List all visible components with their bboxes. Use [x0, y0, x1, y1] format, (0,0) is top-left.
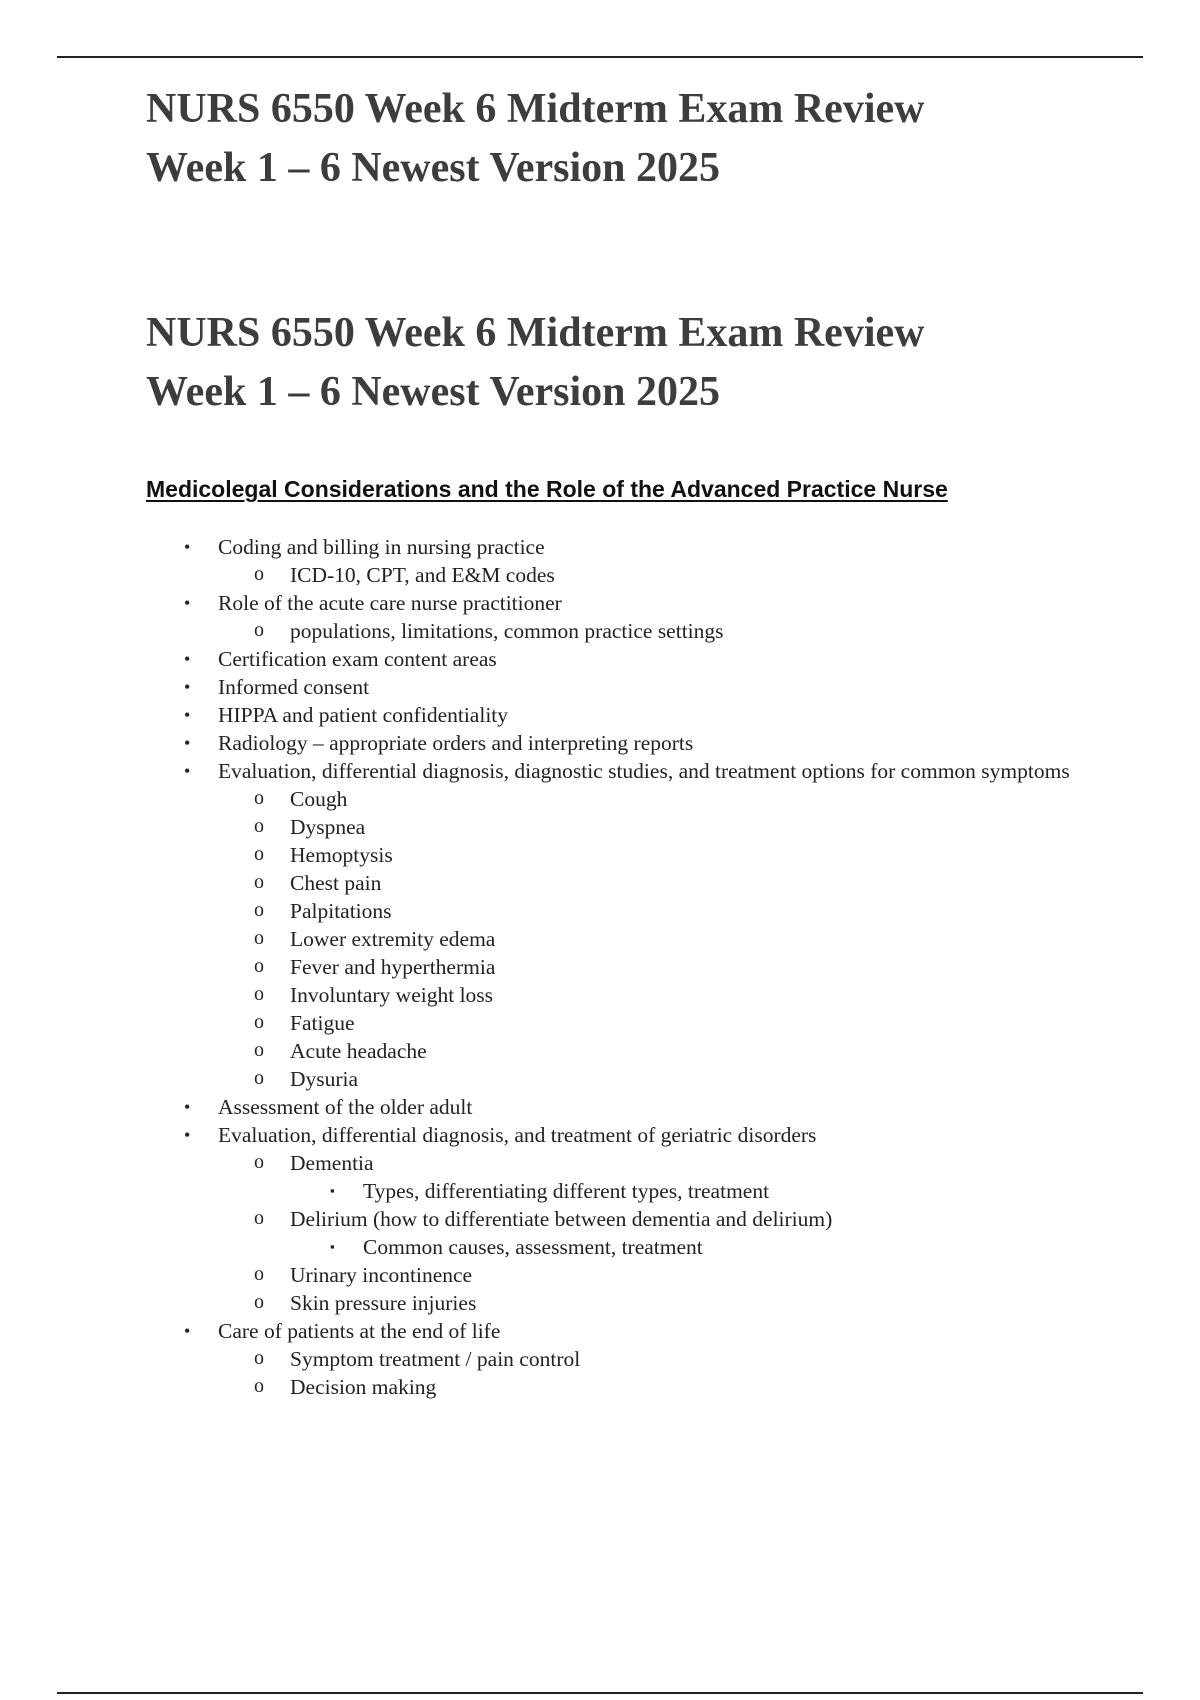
section-heading: Medicolegal Considerations and the Role of the Advanced Practice Nurse — [146, 476, 948, 502]
circle-marker: o — [254, 955, 264, 977]
circle-marker: o — [254, 871, 264, 893]
circle-marker: o — [254, 1067, 264, 1089]
bullet-marker: • — [184, 1321, 191, 1341]
list-item-text: populations, limitations, common practice settings — [290, 619, 724, 643]
list-item — [0, 533, 1088, 561]
list-item-text: HIPPA and patient confidentiality — [218, 703, 509, 727]
bullet-marker: • — [184, 1125, 191, 1145]
list-item — [0, 589, 1088, 617]
bullet-marker: • — [184, 593, 191, 613]
list-item-text: Symptom treatment / pain control — [290, 1347, 581, 1371]
list-item-text: Evaluation, differential diagnosis, diagnostic studies, and treatment options for common symptoms — [218, 759, 1070, 783]
sub-list-item — [0, 1289, 1090, 1317]
circle-marker: o — [254, 619, 264, 641]
list-item-text: Urinary incontinence — [290, 1263, 473, 1287]
list-item — [0, 673, 1088, 701]
bullet-marker: • — [184, 537, 191, 557]
list-item — [0, 1121, 1088, 1149]
list-item-text: Care of patients at the end of life — [218, 1319, 501, 1343]
sub-list-item — [0, 1009, 1090, 1037]
list-item-text: Hemoptysis — [290, 843, 393, 867]
title-line-1: NURS 6550 Week 6 Midterm Exam Review — [146, 86, 925, 132]
bullet-marker: • — [184, 649, 191, 669]
list-item-text: Fatigue — [290, 1011, 355, 1035]
top-divider — [57, 56, 1143, 58]
circle-marker: o — [254, 815, 264, 837]
sub-list-item — [0, 561, 1090, 589]
document-title-repeat — [146, 304, 1106, 422]
circle-marker: o — [254, 1347, 264, 1369]
list-item-text: Role of the acute care nurse practitioner — [218, 591, 562, 615]
circle-marker: o — [254, 1207, 264, 1229]
circle-marker: o — [254, 983, 264, 1005]
sub-list-item — [0, 1065, 1090, 1093]
circle-marker: o — [254, 927, 264, 949]
list-item-text: Coding and billing in nursing practice — [218, 535, 545, 559]
title-line-2: Week 1 – 6 Newest Version 2025 — [146, 145, 720, 191]
title-line-1: NURS 6550 Week 6 Midterm Exam Review — [146, 310, 925, 356]
sub-list-item — [0, 897, 1090, 925]
list-item-text: Cough — [290, 787, 348, 811]
circle-marker: o — [254, 563, 264, 585]
circle-marker: o — [254, 1151, 264, 1173]
list-item-text: Skin pressure injuries — [290, 1291, 477, 1315]
sub-list-item — [0, 1261, 1090, 1289]
bottom-divider — [57, 1692, 1143, 1694]
sub-list-item — [0, 813, 1090, 841]
sub-list-item — [0, 925, 1090, 953]
list-item — [0, 645, 1088, 673]
list-item-text: Involuntary weight loss — [290, 983, 494, 1007]
circle-marker: o — [254, 787, 264, 809]
square-marker: ▪ — [330, 1239, 335, 1254]
list-item — [0, 1317, 1088, 1345]
square-marker: ▪ — [330, 1183, 335, 1198]
list-item-text: ICD-10, CPT, and E&M codes — [290, 563, 555, 587]
sub-list-item — [0, 617, 1090, 645]
list-item — [0, 757, 1088, 785]
sub-list-item — [0, 1373, 1090, 1401]
list-item-text: Informed consent — [218, 675, 370, 699]
list-item-text: Types, differentiating different types, treatment — [363, 1179, 770, 1203]
sub-list-item — [0, 841, 1090, 869]
bullet-marker: • — [184, 705, 191, 725]
sub-list-item — [0, 1205, 1090, 1233]
sub-list-item — [0, 785, 1090, 813]
list-item-text: Dyspnea — [290, 815, 366, 839]
list-item-text: Radiology – appropriate orders and interpreting reports — [218, 731, 694, 755]
list-item — [0, 729, 1088, 757]
circle-marker: o — [254, 843, 264, 865]
list-item-text: Decision making — [290, 1375, 437, 1399]
bullet-marker: • — [184, 733, 191, 753]
bullet-marker: • — [184, 677, 191, 697]
sub-list-item — [0, 1345, 1090, 1373]
circle-marker: o — [254, 899, 264, 921]
list-item-text: Acute headache — [290, 1039, 427, 1063]
sub-list-item — [0, 981, 1090, 1009]
list-item-text: Chest pain — [290, 871, 382, 895]
sub-list-item — [0, 1149, 1090, 1177]
list-item-text: Assessment of the older adult — [218, 1095, 473, 1119]
list-item-text: Palpitations — [290, 899, 392, 923]
list-item — [0, 701, 1088, 729]
sub-sub-list-item — [0, 1177, 1093, 1205]
document-title — [146, 80, 1106, 198]
sub-list-item — [0, 953, 1090, 981]
list-item-text: Dementia — [290, 1151, 374, 1175]
list-item-text: Delirium (how to differentiate between dementia and delirium) — [290, 1207, 833, 1231]
topic-outline — [0, 533, 1200, 1401]
list-item-text: Fever and hyperthermia — [290, 955, 496, 979]
circle-marker: o — [254, 1039, 264, 1061]
bullet-marker: • — [184, 761, 191, 781]
list-item-text: Dysuria — [290, 1067, 359, 1091]
list-item-text: Lower extremity edema — [290, 927, 496, 951]
sub-sub-list-item — [0, 1233, 1093, 1261]
sub-list-item — [0, 1037, 1090, 1065]
list-item-text: Evaluation, differential diagnosis, and treatment of geriatric disorders — [218, 1123, 817, 1147]
title-line-2: Week 1 – 6 Newest Version 2025 — [146, 369, 720, 415]
circle-marker: o — [254, 1375, 264, 1397]
bullet-marker: • — [184, 1097, 191, 1117]
circle-marker: o — [254, 1263, 264, 1285]
list-item-text: Common causes, assessment, treatment — [363, 1235, 703, 1259]
list-item-text: Certification exam content areas — [218, 647, 497, 671]
circle-marker: o — [254, 1291, 264, 1313]
sub-list-item — [0, 869, 1090, 897]
circle-marker: o — [254, 1011, 264, 1033]
list-item — [0, 1093, 1088, 1121]
